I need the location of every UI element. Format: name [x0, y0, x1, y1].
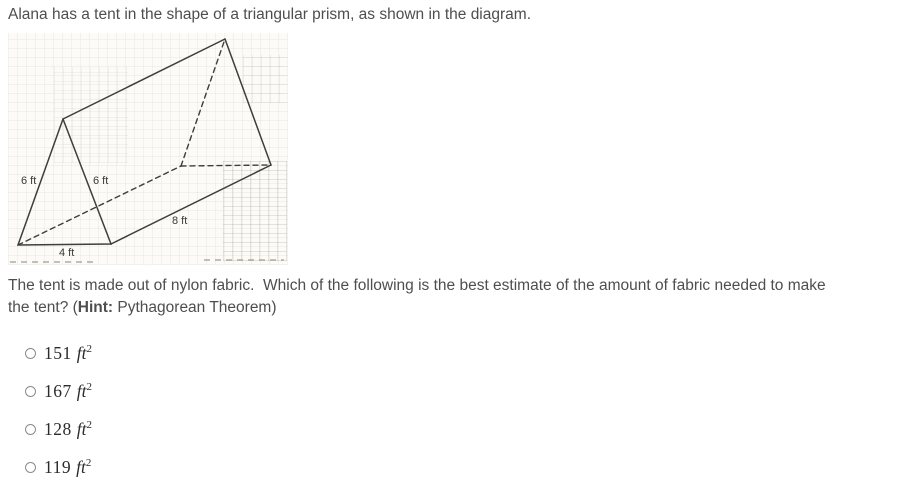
dimension-label-base-4ft: 4 ft — [59, 247, 75, 259]
prism-diagram — [8, 33, 288, 265]
answer-option-1[interactable] — [25, 342, 911, 364]
hidden-back-base-edge — [181, 165, 271, 166]
option-value: 167 — [44, 380, 72, 401]
option-unit: ft — [76, 418, 87, 439]
option-value: 128 — [44, 418, 72, 439]
radio-button[interactable] — [25, 348, 36, 359]
option-unit: ft — [76, 456, 86, 477]
option-exponent: 2 — [86, 342, 93, 355]
dimension-label-left-6ft: 6 ft — [21, 175, 37, 187]
option-unit: ft — [76, 342, 87, 363]
back-right-edge — [225, 39, 271, 165]
question-intro: Alana has a tent in the shape of a triangular prism, as shown in the diagram. — [8, 6, 531, 23]
option-exponent: 2 — [86, 418, 93, 431]
answer-option-3[interactable] — [25, 418, 911, 440]
option-value: 119 — [44, 456, 72, 477]
triangular-prism-drawing — [8, 33, 288, 265]
option-label — [44, 419, 92, 440]
option-exponent: 2 — [85, 456, 92, 469]
option-value: 151 — [44, 342, 72, 363]
radio-button[interactable] — [25, 462, 36, 473]
question-line2-pre: the tent? ( — [8, 299, 78, 316]
question-body — [8, 275, 893, 319]
dimension-label-length-8ft: 8 ft — [172, 215, 188, 227]
answer-option-2[interactable] — [25, 380, 911, 402]
bottom-right-edge — [111, 165, 271, 244]
question-line1: The tent is made out of nylon fabric. Which of the following is the best estimate of the amount of fabric needed to make — [8, 277, 826, 294]
option-exponent: 2 — [86, 380, 93, 393]
option-unit: ft — [76, 380, 87, 401]
answer-options — [25, 342, 911, 478]
option-label — [44, 381, 92, 402]
radio-button[interactable] — [25, 386, 36, 397]
ridge-edge — [63, 39, 225, 119]
radio-button[interactable] — [25, 424, 36, 435]
dimension-label-right-6ft: 6 ft — [93, 175, 109, 187]
hint-label: Hint: — [77, 299, 114, 316]
option-label — [44, 343, 92, 364]
answer-option-4[interactable] — [25, 456, 911, 478]
option-label — [44, 457, 92, 478]
question-line2-post: Pythagorean Theorem) — [113, 299, 277, 316]
